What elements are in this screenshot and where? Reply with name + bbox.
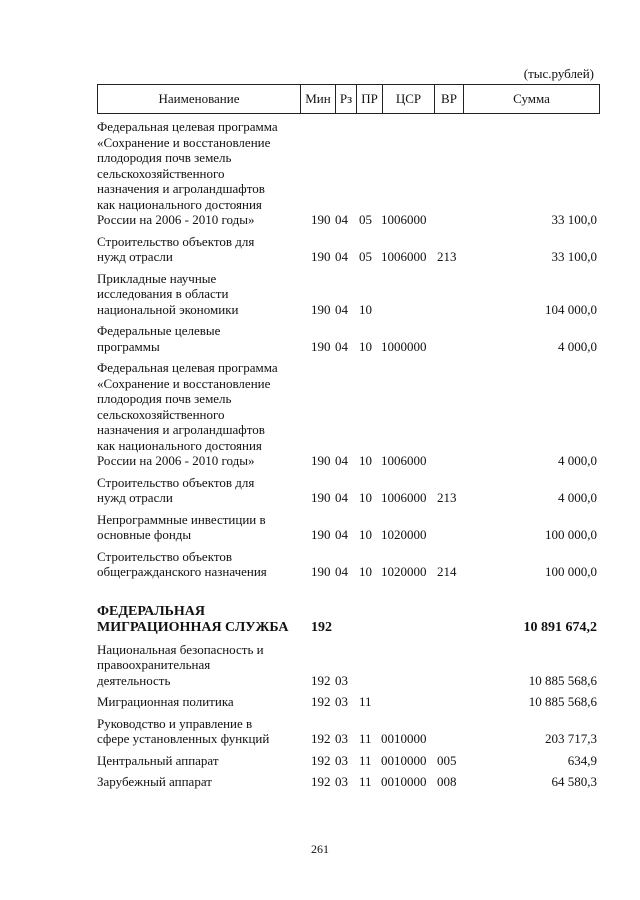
row-rz: 03 bbox=[335, 694, 348, 709]
row-csr: 0010000 bbox=[381, 774, 427, 789]
row-csr: 1006000 bbox=[381, 249, 427, 264]
row-name: Прикладные научные исследования в области национальной экономики bbox=[97, 270, 239, 317]
row-min: 192 bbox=[311, 752, 331, 768]
row-rz: 03 bbox=[335, 774, 348, 789]
row-name: Федеральные целевые программы bbox=[97, 323, 221, 354]
row-codes bbox=[97, 249, 597, 265]
row-sum: 10 885 568,6 bbox=[528, 672, 597, 688]
table-row bbox=[97, 694, 597, 710]
row-min: 190 bbox=[311, 490, 331, 505]
row-sum: 100 000,0 bbox=[545, 564, 597, 579]
row-sum: 33 100,0 bbox=[551, 212, 597, 227]
row-codes bbox=[97, 564, 597, 580]
row-name: Центральный аппарат bbox=[97, 752, 219, 768]
row-name: Национальная безопасность и правоохранительная деятельность bbox=[97, 641, 264, 688]
row-codes bbox=[97, 620, 597, 636]
row-sum: 203 717,3 bbox=[545, 731, 597, 746]
row-sum: 33 100,0 bbox=[551, 249, 597, 264]
table-row bbox=[97, 753, 597, 769]
row-name: Федеральная целевая программа «Сохранение и восстановление плодородия почв земель сельскохозяйственного назначения и агроландшафтов как национального достояния России на 2006 - 2010 годы» bbox=[97, 119, 278, 227]
row-sum: 4 000,0 bbox=[558, 338, 597, 354]
header-sum: Сумма bbox=[513, 91, 550, 106]
row-min: 190 bbox=[311, 453, 331, 468]
row-sum: 100 000,0 bbox=[545, 527, 597, 542]
header-vr: ВР bbox=[435, 85, 464, 113]
row-min: 190 bbox=[311, 301, 331, 317]
row-min: 190 bbox=[311, 564, 331, 579]
row-name: Непрограммные инвестиции в основные фонды bbox=[97, 511, 266, 542]
row-vr: 008 bbox=[437, 774, 457, 789]
row-rz: 04 bbox=[335, 249, 348, 264]
row-codes bbox=[97, 302, 597, 318]
units-label: (тыс.рублей) bbox=[523, 66, 594, 81]
row-rz: 03 bbox=[335, 731, 348, 746]
row-codes bbox=[97, 339, 597, 355]
row-csr: 0010000 bbox=[381, 752, 427, 768]
row-codes bbox=[97, 694, 597, 710]
table-row bbox=[97, 119, 597, 228]
header-min: Мин bbox=[301, 85, 336, 113]
row-min: 190 bbox=[311, 212, 331, 227]
row-pr: 11 bbox=[359, 694, 372, 709]
row-csr: 1006000 bbox=[381, 490, 427, 505]
row-name: Строительство объектов для нужд отрасли bbox=[97, 474, 255, 505]
row-csr: 1020000 bbox=[381, 564, 427, 579]
row-csr: 0010000 bbox=[381, 731, 427, 746]
row-sum: 104 000,0 bbox=[545, 301, 597, 317]
table-row bbox=[97, 512, 597, 543]
header-rz: Рз bbox=[336, 85, 357, 113]
row-pr: 11 bbox=[359, 752, 372, 768]
row-pr: 05 bbox=[359, 212, 372, 227]
row-name: Миграционная политика bbox=[97, 694, 234, 709]
row-sum: 634,9 bbox=[567, 752, 597, 768]
header-pr: ПР bbox=[357, 85, 383, 113]
table-row bbox=[97, 271, 597, 318]
table-row bbox=[97, 360, 597, 469]
row-rz: 04 bbox=[335, 527, 348, 542]
row-csr: 1006000 bbox=[381, 212, 427, 227]
row-name: Строительство объектов общегражданского назначения bbox=[97, 548, 267, 579]
table-row bbox=[97, 234, 597, 265]
row-pr: 05 bbox=[359, 249, 372, 264]
row-pr: 11 bbox=[359, 731, 372, 746]
row-pr: 10 bbox=[359, 564, 372, 579]
row-pr: 10 bbox=[359, 301, 372, 317]
row-vr: 213 bbox=[437, 490, 457, 505]
table-row bbox=[97, 642, 597, 689]
row-codes bbox=[97, 731, 597, 747]
row-codes bbox=[97, 490, 597, 506]
row-codes bbox=[97, 774, 597, 790]
row-min: 190 bbox=[311, 527, 331, 542]
row-csr: 1000000 bbox=[381, 338, 427, 354]
row-rz: 04 bbox=[335, 490, 348, 505]
row-rz: 04 bbox=[335, 301, 348, 317]
page-number: 261 bbox=[311, 842, 329, 856]
row-rz: 04 bbox=[335, 212, 348, 227]
row-min: 192 bbox=[311, 672, 331, 688]
row-vr: 005 bbox=[437, 752, 457, 768]
row-name: Федеральная целевая программа «Сохранение и восстановление плодородия почв земель сельскохозяйственного назначения и агроландшафтов как национального достояния России на 2006 - 2010 годы» bbox=[97, 360, 278, 468]
table-row bbox=[97, 549, 597, 580]
row-name: Строительство объектов для нужд отрасли bbox=[97, 233, 255, 264]
row-sum: 4 000,0 bbox=[558, 490, 597, 505]
row-min: 192 bbox=[311, 774, 331, 789]
row-min: 190 bbox=[311, 249, 331, 264]
row-csr: 1006000 bbox=[381, 453, 427, 468]
row-sum: 4 000,0 bbox=[558, 453, 597, 468]
row-min: 192 bbox=[311, 694, 331, 709]
row-sum: 64 580,3 bbox=[551, 774, 597, 789]
section-row bbox=[97, 604, 597, 636]
table-row bbox=[97, 716, 597, 747]
table-row bbox=[97, 774, 597, 790]
row-rz: 03 bbox=[335, 672, 348, 688]
row-pr: 10 bbox=[359, 490, 372, 505]
row-name: Зарубежный аппарат bbox=[97, 774, 212, 789]
table-header bbox=[97, 84, 600, 114]
row-sum: 10 885 568,6 bbox=[528, 694, 597, 709]
row-rz: 03 bbox=[335, 752, 348, 768]
row-rz: 04 bbox=[335, 453, 348, 468]
row-pr: 10 bbox=[359, 338, 372, 354]
row-name: Руководство и управление в сфере установленных функций bbox=[97, 715, 270, 746]
row-vr: 213 bbox=[437, 249, 457, 264]
table-row bbox=[97, 475, 597, 506]
row-min: 192 bbox=[311, 731, 331, 746]
row-pr: 10 bbox=[359, 453, 372, 468]
header-name: Наименование bbox=[98, 85, 301, 113]
table-body bbox=[97, 119, 597, 796]
row-pr: 11 bbox=[359, 774, 372, 789]
row-codes bbox=[97, 673, 597, 689]
row-name: ФЕДЕРАЛЬНАЯ МИГРАЦИОННАЯ СЛУЖБА bbox=[97, 603, 289, 635]
row-rz: 04 bbox=[335, 564, 348, 579]
row-codes bbox=[97, 453, 597, 469]
row-min: 190 bbox=[311, 338, 331, 354]
row-codes bbox=[97, 753, 597, 769]
row-codes bbox=[97, 212, 597, 228]
header-csr: ЦСР bbox=[383, 85, 435, 113]
table-row bbox=[97, 323, 597, 354]
row-rz: 04 bbox=[335, 338, 348, 354]
row-vr: 214 bbox=[437, 564, 457, 579]
row-csr: 1020000 bbox=[381, 527, 427, 542]
row-codes bbox=[97, 527, 597, 543]
row-sum: 10 891 674,2 bbox=[523, 620, 597, 635]
row-min: 192 bbox=[311, 620, 332, 635]
row-pr: 10 bbox=[359, 527, 372, 542]
